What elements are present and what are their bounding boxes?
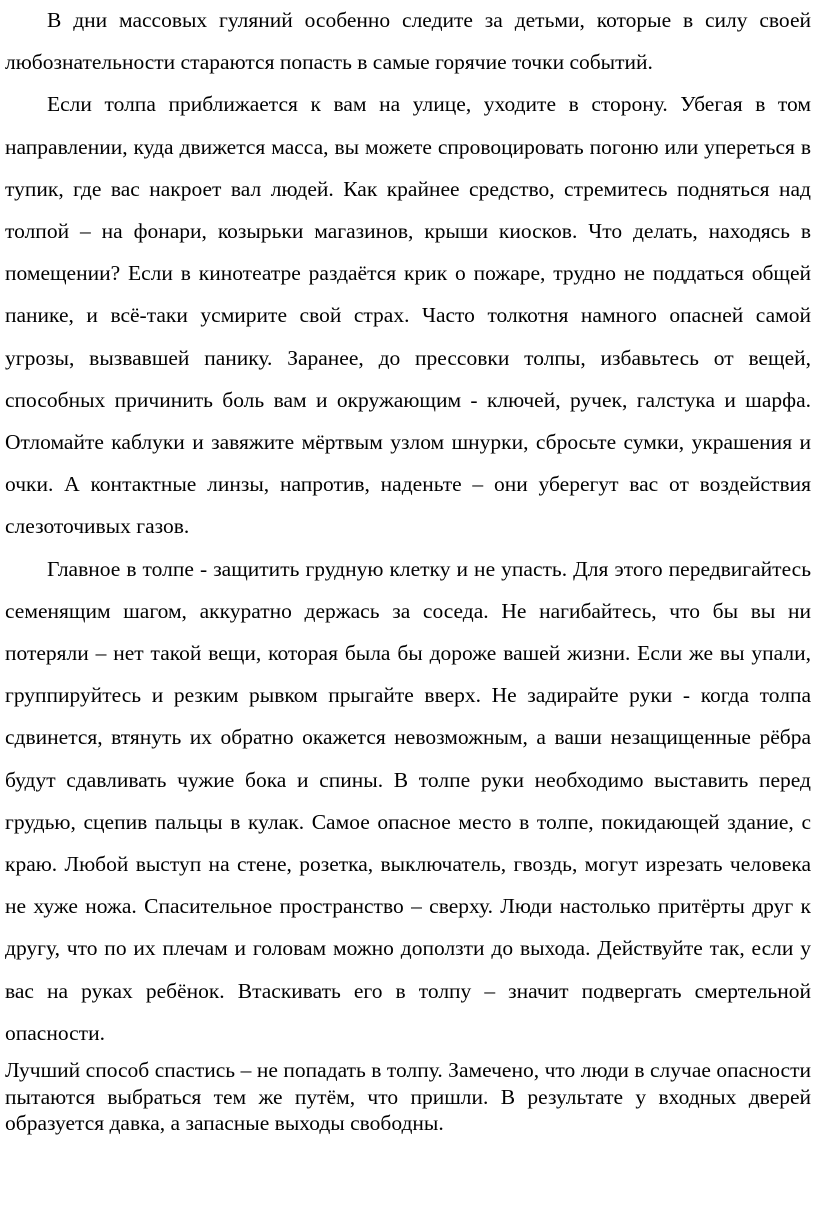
paragraph-children-safety: В дни массовых гуляний особенно следите за детьми, которые в силу своей любознательности стараются попасть в самые горячие точки событий. [5,8,811,75]
document-page [5,0,811,1137]
paragraph-in-crowd: Главное в толпе - защитить грудную клетку и не упасть. Для этого передвигайтесь семенящим шагом, аккуратно держась за соседа. Не нагибайтесь, что бы вы ни потеряли – нет такой вещи, которая была бы дороже вашей жизни. Если же вы упали, группируйтесь и резким рывком прыгайте вверх. Не задирайте руки - когда толпа сдвинется, втянуть их обратно окажется невозможным, а ваши незащищенные рёбра будут сдавливать чужие бока и спины. В толпе руки необходимо выставить перед грудью, сцепив пальцы в кулак. Самое опасное место в толпе, покидающей здание, с краю. Любой выступ на стене, розетка, выключатель, гвоздь, могут изрезать человека не хуже ножа. Спасительное пространство – сверху. Люди настолько притёрты друг к другу, что по их плечам и головам можно доползти до выхода. Действуйте так, если у вас на руках ребёнок. Втаскивать его в толпу – значит подвергать смертельной опасности. [5,556,811,1045]
paragraph-street-crowd: Если толпа приближается к вам на улице, уходите в сторону. Убегая в том направлении, куда движется масса, вы можете спровоцировать погоню или упереться в тупик, где вас накроет вал людей. Как крайнее средство, стремитесь подняться над толпой – на фонари, козырьки магазинов, крыши киосков. Что делать, находясь в помещении? Если в кинотеатре раздаётся крик о пожаре, трудно не поддаться общей панике, и всё-таки усмирите свой страх. Часто толкотня намного опасней самой угрозы, вызвавшей панику. Заранее, до прессовки толпы, избавьтесь от вещей, способных причинить боль вам и окружающим - ключей, ручек, галстука и шарфа. Отломайте каблуки и завяжите мёртвым узлом шнурки, сбросьте сумки, украшения и очки. А контактные линзы, напротив, наденьте – они уберегут вас от воздействия слезоточивых газов. [5,92,811,539]
paragraph-best-way: Лучший способ спастись – не попадать в толпу. Замечено, что люди в случае опасности пытаются выбраться тем же путём, что пришли. В результате у входных дверей образуется давка, а запасные выходы свободны. [5,1058,811,1136]
